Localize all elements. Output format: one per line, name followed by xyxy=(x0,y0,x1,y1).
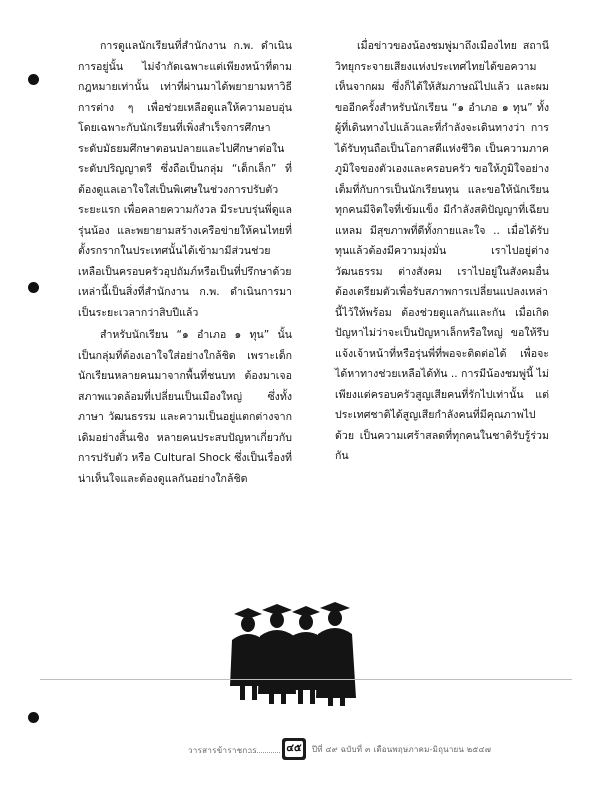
page-number-box xyxy=(282,738,306,760)
article-left-column xyxy=(78,36,292,489)
footer-dotted-line xyxy=(248,752,280,753)
article-right-column xyxy=(335,36,549,467)
binder-hole xyxy=(28,282,39,293)
graduates-silhouette-image xyxy=(226,594,366,710)
page-footer xyxy=(188,738,588,760)
page-number: ๔๕ xyxy=(285,741,303,757)
paragraph: การดูแลนักเรียนที่สำนักงาน ก.พ. ดำเนินการอยู่นั้น ไม่จำกัดเฉพาะแต่เพียงหน้าที่ตามกฎหมายเท่านั้น เท่าที่ผ่านมาได้พยายามหาวิธีการต่าง ๆ เพื่อช่วยเหลือดูแลให้ความอบอุ่น โดยเฉพาะกับนักเรียนที่เพิ่งสำเร็จการศึกษาระดับมัธยมศึกษาตอนปลายและไปศึกษาต่อในระดับปริญญาตรี ซึ่งถือเป็นกลุ่ม “เด็กเล็ก” ที่ต้องดูแลเอาใจใส่เป็นพิเศษในช่วงการปรับตัวระยะแรก เพื่อคลายความกังวล มีระบบรุ่นพี่ดูแลรุ่นน้อง และพยายามสร้างเครือข่ายให้คนไทยที่ตั้งรกรากในประเทศนั้นได้เข้ามามีส่วนช่วยเหลือเป็นครอบครัวอุปถัมภ์หรือเป็นที่ปรึกษาด้วย เหล่านี้เป็นสิ่งที่สำนักงาน ก.พ. ดำเนินการมาเป็นระยะเวลากว่าสิบปีแล้ว xyxy=(78,40,292,319)
paragraph: สำหรับนักเรียน “๑ อำเภอ ๑ ทุน” นั้น เป็นกลุ่มที่ต้องเอาใจใส่อย่างใกล้ชิด เพราะเด็กนักเรียนหลายคนมาจากพื้นที่ชนบท ต้องมาเจอสภาพแวดล้อมที่เปลี่ยนเป็นเมืองใหญ่ ซึ่งทั้งภาษา วัฒนธรรม และความเป็นอยู่แตกต่างจากเดิมอย่างสิ้นเชิง หลายคนประสบปัญหาเกี่ยวกับการปรับตัว หรือ Cultural Shock ซึ่งเป็นเรื่องที่น่าเห็นใจและต้องดูแลกันอย่างใกล้ชิด xyxy=(78,329,292,485)
paragraph: เมื่อข่าวของน้องชมพู่มาถึงเมืองไทย สถานีวิทยุกระจายเสียงแห่งประเทศไทยได้ขอความเห็นจากผม ซึ่งก็ได้ให้สัมภาษณ์ไปแล้ว และผมขออีกครั้งสำหรับนักเรียน “๑ อำเภอ ๑ ทุน” ทั้งผู้ที่เดินทางไปแล้วและที่กำลังจะเดินทางว่า การได้รับทุนถือเป็นโอกาสดีแห่งชีวิต เป็นความภาคภูมิใจของตัวเองและครอบครัว ขอให้ภูมิใจอย่างเต็มที่กับการเป็นนักเรียนทุน และขอให้นักเรียนทุกคนมีจิตใจที่เข้มแข็ง มีกำลังสติปัญญาที่เฉียบแหลม มีสุขภาพที่ดีทั้งกายและใจ .. เมื่อได้รับทุนแล้วต้องมีความมุ่งมั่น เราไปอยู่ต่างวัฒนธรรม ต่างสังคม เราไปอยู่ในสังคมอื่น ต้องเตรียมตัวเพื่อรับสภาพการเปลี่ยนแปลงเหล่านี้ไว้ให้พร้อม ต้องช่วยดูแลกันและกัน เมื่อเกิดปัญหาไม่ว่าจะเป็นปัญหาเล็กหรือใหญ่ ขอให้รีบแจ้งเจ้าหน้าที่หรือรุ่นพี่ที่พอจะติดต่อได้ เพื่อจะได้หาทางช่วยเหลือได้ทัน .. การมีน้องชมพู่นี้ ไม่เพียงแต่ครอบครัวสูญเสียคนที่รักไปเท่านั้น แต่ประเทศชาติได้สูญเสียกำลังคนที่มีคุณภาพไปด้วย เป็นความเศร้าสลดที่ทุกคนในชาติรับรู้ร่วมกัน xyxy=(335,40,549,462)
journal-name: วารสารข้าราชการ xyxy=(188,746,257,755)
binder-hole xyxy=(28,712,39,723)
issue-info: ปีที่ ๔๙ ฉบับที่ ๓ เดือนพฤษภาคม-มิถุนายน ๒๕๔๗ xyxy=(312,745,492,754)
binder-hole xyxy=(28,74,39,85)
footer-divider xyxy=(40,679,572,680)
